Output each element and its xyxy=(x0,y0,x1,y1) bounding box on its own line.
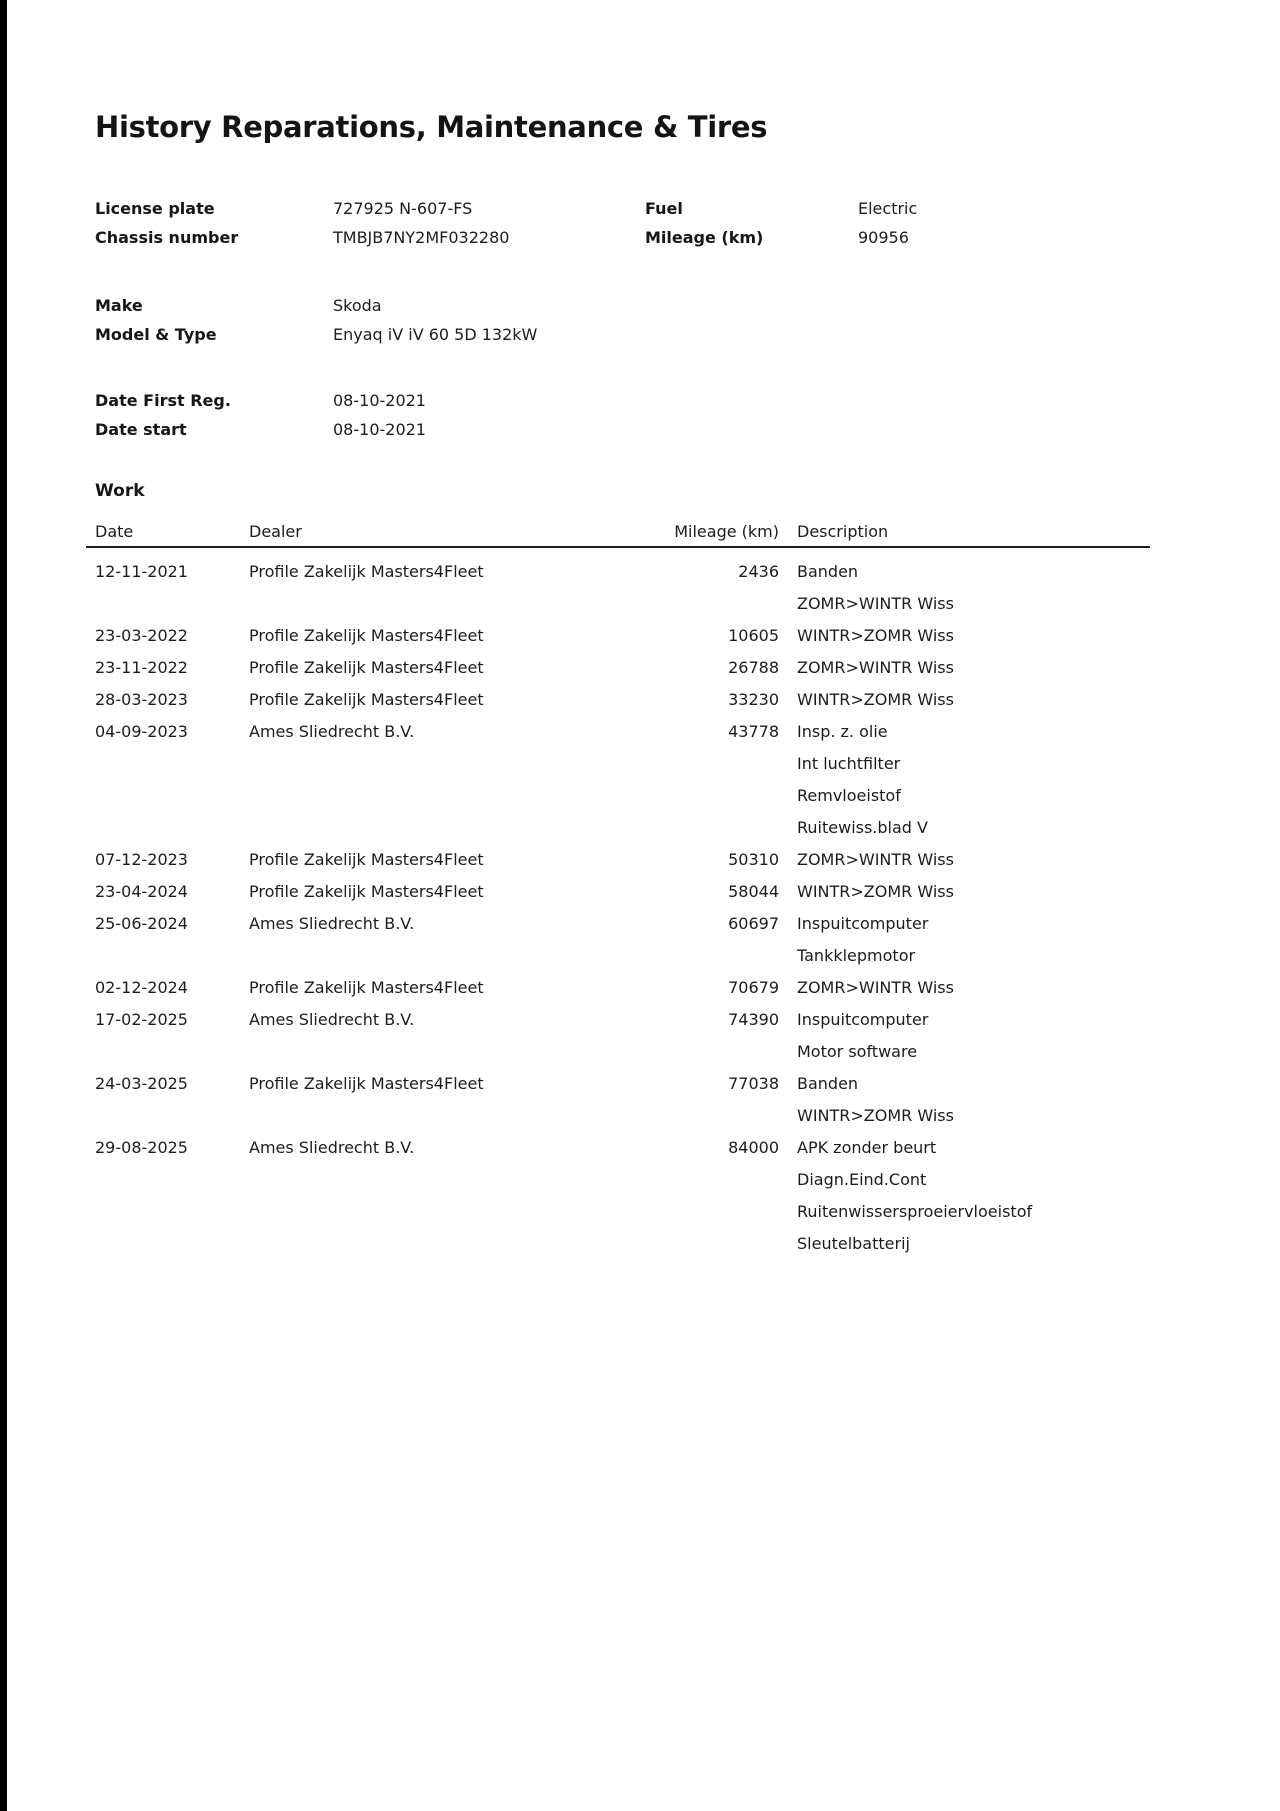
work-description-line: Insp. z. olie xyxy=(797,722,888,741)
work-date: 23-11-2022 xyxy=(95,658,188,677)
fuel-label: Fuel xyxy=(645,199,683,218)
work-mileage: 84000 xyxy=(728,1138,779,1157)
work-mileage: 77038 xyxy=(728,1074,779,1093)
table-row xyxy=(95,844,1215,876)
mileage-value: 90956 xyxy=(858,228,909,247)
table-row xyxy=(95,1068,1215,1132)
work-dealer: Ames Sliedrecht B.V. xyxy=(249,914,415,933)
work-dealer: Ames Sliedrecht B.V. xyxy=(249,722,415,741)
work-date: 04-09-2023 xyxy=(95,722,188,741)
vehicle-dates-section xyxy=(95,386,1215,444)
work-mileage: 60697 xyxy=(728,914,779,933)
work-dealer: Ames Sliedrecht B.V. xyxy=(249,1138,415,1157)
work-dealer: Profile Zakelijk Masters4Fleet xyxy=(249,658,484,677)
mileage-label: Mileage (km) xyxy=(645,228,764,247)
work-description-line: Motor software xyxy=(797,1042,918,1061)
header-divider xyxy=(86,546,1150,548)
work-dealer: Profile Zakelijk Masters4Fleet xyxy=(249,882,484,901)
work-description-line: WINTR>ZOMR Wiss xyxy=(797,626,954,645)
work-date: 28-03-2023 xyxy=(95,690,188,709)
work-description-line: ZOMR>WINTR Wiss xyxy=(797,658,954,677)
table-row xyxy=(95,908,1215,972)
license-plate-value: 727925 N-607-FS xyxy=(333,199,473,218)
table-row xyxy=(95,652,1215,684)
work-description-line: Tankklepmotor xyxy=(797,946,916,965)
work-date: 23-03-2022 xyxy=(95,626,188,645)
work-mileage: 10605 xyxy=(728,626,779,645)
table-row xyxy=(95,620,1215,652)
model-type-label: Model & Type xyxy=(95,325,217,344)
work-date: 17-02-2025 xyxy=(95,1010,188,1029)
scan-edge-artifact xyxy=(0,0,7,1811)
work-dealer: Ames Sliedrecht B.V. xyxy=(249,1010,415,1029)
work-mileage: 50310 xyxy=(728,850,779,869)
work-dealer: Profile Zakelijk Masters4Fleet xyxy=(249,626,484,645)
model-type-value: Enyaq iV iV 60 5D 132kW xyxy=(333,325,538,344)
work-mileage: 74390 xyxy=(728,1010,779,1029)
table-row xyxy=(95,556,1215,620)
column-header-mileage: Mileage (km) xyxy=(674,522,779,541)
work-table-body xyxy=(95,556,1215,1260)
table-row xyxy=(95,972,1215,1004)
work-description-line: Ruitewiss.blad V xyxy=(797,818,928,837)
make-value: Skoda xyxy=(333,296,382,315)
work-description-line: Remvloeistof xyxy=(797,786,901,805)
column-header-description: Description xyxy=(797,522,889,541)
work-mileage: 43778 xyxy=(728,722,779,741)
work-description-line: Banden xyxy=(797,562,859,581)
work-description-line: Inspuitcomputer xyxy=(797,914,929,933)
date-start-label: Date start xyxy=(95,420,187,439)
work-description-line: Ruitenwissersproeiervloeistof xyxy=(797,1202,1033,1221)
work-date: 29-08-2025 xyxy=(95,1138,188,1157)
chassis-number-label: Chassis number xyxy=(95,228,239,247)
work-date: 07-12-2023 xyxy=(95,850,188,869)
work-description-line: Inspuitcomputer xyxy=(797,1010,929,1029)
work-description-line: Sleutelbatterij xyxy=(797,1234,910,1253)
table-row xyxy=(95,716,1215,844)
work-dealer: Profile Zakelijk Masters4Fleet xyxy=(249,562,484,581)
fuel-value: Electric xyxy=(858,199,918,218)
work-description-line: ZOMR>WINTR Wiss xyxy=(797,594,954,613)
work-dealer: Profile Zakelijk Masters4Fleet xyxy=(249,1074,484,1093)
work-description-line: WINTR>ZOMR Wiss xyxy=(797,882,954,901)
table-row xyxy=(95,1132,1215,1260)
work-description-line: WINTR>ZOMR Wiss xyxy=(797,1106,954,1125)
work-dealer: Profile Zakelijk Masters4Fleet xyxy=(249,850,484,869)
license-plate-label: License plate xyxy=(95,199,215,218)
column-header-dealer: Dealer xyxy=(249,522,302,541)
work-dealer: Profile Zakelijk Masters4Fleet xyxy=(249,978,484,997)
work-table xyxy=(95,521,1215,1260)
work-date: 02-12-2024 xyxy=(95,978,188,997)
page-title: History Reparations, Maintenance & Tires xyxy=(95,110,768,144)
work-mileage: 26788 xyxy=(728,658,779,677)
work-date: 25-06-2024 xyxy=(95,914,188,933)
document-page xyxy=(95,0,1215,1260)
date-start-value: 08-10-2021 xyxy=(333,420,426,439)
work-mileage: 58044 xyxy=(728,882,779,901)
work-mileage: 2436 xyxy=(738,562,779,581)
work-dealer: Profile Zakelijk Masters4Fleet xyxy=(249,690,484,709)
work-date: 24-03-2025 xyxy=(95,1074,188,1093)
work-table-header xyxy=(95,521,1215,543)
work-heading: Work xyxy=(95,481,145,501)
work-description-line: Banden xyxy=(797,1074,859,1093)
work-mileage: 33230 xyxy=(728,690,779,709)
work-description-line: ZOMR>WINTR Wiss xyxy=(797,850,954,869)
work-date: 12-11-2021 xyxy=(95,562,188,581)
vehicle-make-section xyxy=(95,291,1215,349)
date-first-reg-value: 08-10-2021 xyxy=(333,391,426,410)
table-row xyxy=(95,876,1215,908)
column-header-date: Date xyxy=(95,522,134,541)
work-description-line: ZOMR>WINTR Wiss xyxy=(797,978,954,997)
work-description-line: WINTR>ZOMR Wiss xyxy=(797,690,954,709)
work-description-line: Int luchtfilter xyxy=(797,754,901,773)
table-row xyxy=(95,1004,1215,1068)
date-first-reg-label: Date First Reg. xyxy=(95,391,231,410)
work-description-line: Diagn.Eind.Cont xyxy=(797,1170,927,1189)
work-mileage: 70679 xyxy=(728,978,779,997)
table-row xyxy=(95,684,1215,716)
make-label: Make xyxy=(95,296,143,315)
vehicle-id-section xyxy=(95,194,1215,252)
work-description-line: APK zonder beurt xyxy=(797,1138,937,1157)
chassis-number-value: TMBJB7NY2MF032280 xyxy=(333,228,510,247)
work-date: 23-04-2024 xyxy=(95,882,188,901)
